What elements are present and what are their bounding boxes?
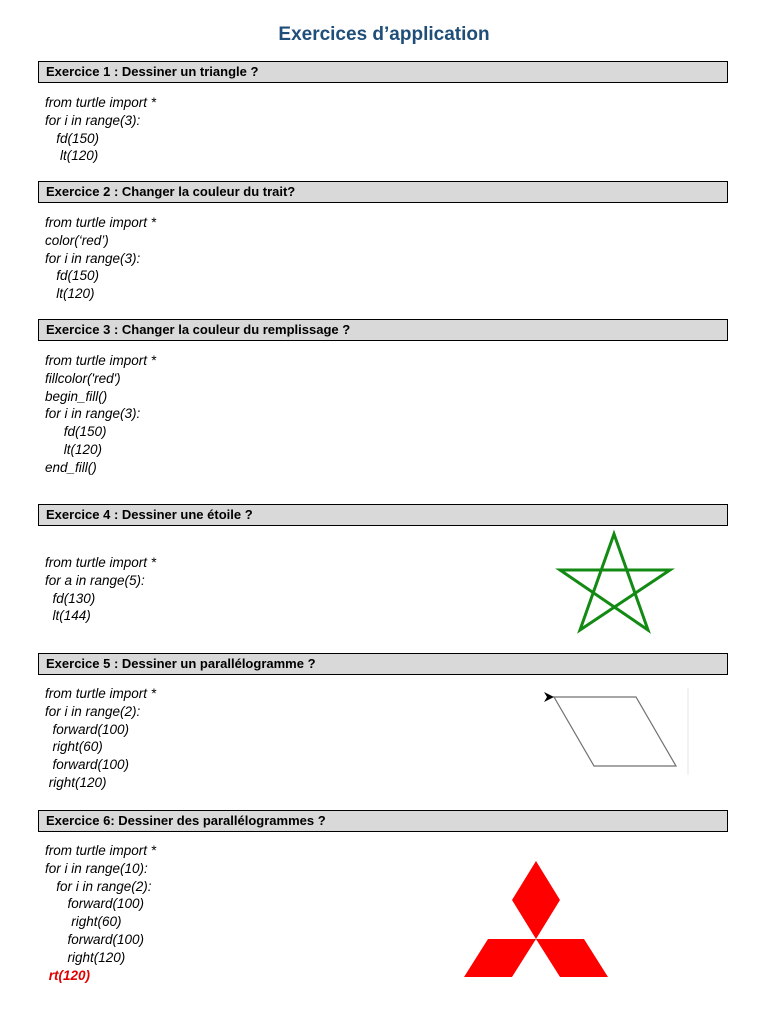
code-line: forward(100) [45,896,145,912]
exercise-4-header: Exercice 4 : Dessiner une étoile ? [38,504,728,526]
code-line: begin_fill() [45,388,108,404]
code-line: from turtle import * [45,555,157,570]
code-line: for i in range(10): [45,860,148,876]
code-line: lt(120) [45,441,103,457]
logo-diamond-right [536,939,608,977]
logo-diamond-top [512,861,560,939]
exercise-4-code [45,554,156,625]
code-line: forward(100) [45,721,130,737]
code-line: for i in range(3): [45,406,141,422]
star-outline [560,534,670,630]
code-line: for a in range(5): [45,572,145,588]
parallelogram-figure [540,685,695,777]
code-line: right(60) [45,914,122,930]
parallelogram-shape [554,697,676,766]
code-line: lt(120) [45,286,95,302]
exercise-6-header: Exercice 6: Dessiner des parallélogrammes ? [38,810,728,832]
code-line: from turtle import * [45,95,157,110]
red-logo-figure [460,858,612,982]
green-star-figure [553,528,678,636]
code-line: for i in range(2): [45,703,141,719]
exercise-2-code [45,214,156,303]
code-line: right(120) [45,949,126,965]
code-line: for i in range(2): [45,878,152,894]
code-line: from turtle import * [45,215,157,230]
code-line: fd(150) [45,130,100,146]
code-line: forward(100) [45,931,145,947]
code-line: from turtle import * [45,686,157,701]
code-line: lt(144) [45,608,91,624]
exercise-1-code [45,94,156,165]
code-line: fillcolor('red') [45,370,121,386]
code-line-highlighted: rt(120) [45,967,91,983]
exercise-5-header: Exercice 5 : Dessiner un parallélogramme ? [38,653,728,675]
code-line: forward(100) [45,757,130,773]
turtle-arrow-icon [544,692,554,702]
code-line: color(‘red’) [45,232,109,248]
code-line: lt(120) [45,148,99,164]
code-line: fd(150) [45,268,100,284]
exercise-2-header: Exercice 2 : Changer la couleur du trait? [38,181,728,203]
exercise-1-header: Exercice 1 : Dessiner un triangle ? [38,61,728,83]
logo-diamond-left [464,939,536,977]
code-line: for i in range(3): [45,112,141,128]
code-line: end_fill() [45,459,97,475]
exercise-3-code [45,352,156,477]
exercise-6-code [45,842,156,984]
code-line: fd(130) [45,590,96,606]
exercise-3-header: Exercice 3 : Changer la couleur du remplissage ? [38,319,728,341]
code-line: from turtle import * [45,843,157,858]
code-line: right(120) [45,774,107,790]
code-line: for i in range(3): [45,250,141,266]
code-line: right(60) [45,739,103,755]
code-line: from turtle import * [45,353,157,368]
page-title: Exercices d’application [278,24,490,45]
code-line: fd(150) [45,424,107,440]
exercise-5-code [45,685,156,792]
